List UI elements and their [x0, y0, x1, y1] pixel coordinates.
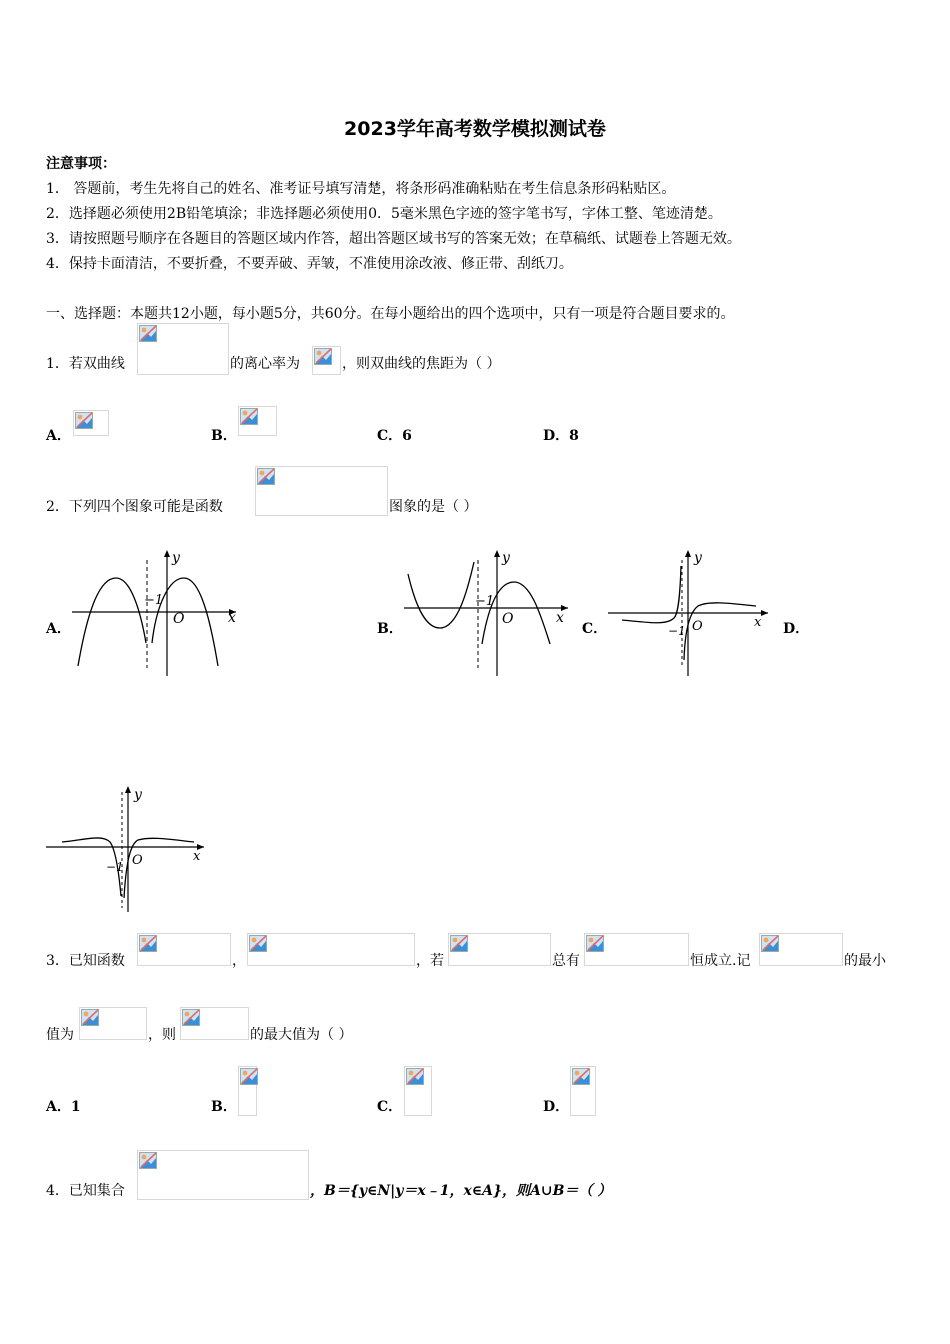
q3-text-4: 总有 — [552, 953, 580, 969]
broken-image-icon — [257, 468, 275, 485]
notice-heading: 注意事项： — [46, 156, 116, 172]
formula-image — [448, 933, 551, 966]
broken-image-icon — [139, 1152, 157, 1169]
q4-text-2: ，B＝{y∈N|y＝x﹣1，x∈A}，则A∪B＝（ ） — [310, 1183, 612, 1199]
origin-label: O — [132, 853, 143, 868]
formula-image — [137, 933, 231, 966]
notice-item-4: 4．保持卡面清洁，不要折叠，不要弄破、弄皱，不准使用涂改液、修正带、刮纸刀。 — [46, 256, 573, 272]
x-axis-label: x — [754, 615, 762, 630]
q3-option-a: A．1 — [46, 1099, 81, 1115]
y-axis-label: y — [134, 787, 142, 803]
origin-label: O — [173, 611, 185, 627]
q1-text-2: 的离心率为 — [230, 356, 300, 372]
q1-option-c: C．6 — [377, 428, 412, 444]
q2-text-1: 2．下列四个图象可能是函数 — [46, 499, 223, 515]
y-axis-label: y — [694, 550, 702, 566]
broken-image-icon — [450, 935, 468, 952]
broken-image-icon — [81, 1009, 99, 1026]
q3-text-9: 的最大值为（ ） — [250, 1027, 353, 1043]
neg-one-label: −1 — [668, 624, 686, 638]
q2-option-b: B． — [377, 621, 403, 637]
q2-text-2: 图象的是（ ） — [389, 499, 478, 515]
broken-image-icon — [240, 1068, 258, 1085]
broken-image-icon — [586, 935, 604, 952]
formula-image — [137, 1150, 309, 1200]
y-axis-label: y — [172, 550, 180, 566]
q2-option-d: D． — [783, 621, 810, 637]
notice-item-3: 3．请按照题号顺序在各题目的答题区域内作答，超出答题区域书写的答案无效；在草稿纸、试题卷上答题无效。 — [46, 231, 741, 247]
formula-image — [570, 1066, 596, 1116]
q3-text-1: 3．已知函数 — [46, 953, 125, 969]
y-axis-label: y — [502, 550, 510, 566]
broken-image-icon — [139, 325, 157, 342]
q3-text-3: ，若 — [416, 953, 444, 969]
broken-image-icon — [761, 935, 779, 952]
q1-option-b: B． — [211, 428, 237, 444]
q1-text-1: 1．若双曲线 — [46, 356, 125, 372]
broken-image-icon — [240, 408, 258, 425]
q2-option-a: A． — [46, 621, 71, 637]
q3-option-b: B． — [211, 1099, 237, 1115]
formula-image — [584, 933, 689, 966]
formula-image — [180, 1007, 249, 1040]
formula-image — [137, 323, 229, 375]
q3-option-d: D． — [543, 1099, 570, 1115]
x-axis-label: x — [193, 849, 201, 864]
formula-image — [238, 406, 277, 436]
neg-one-label: −1 — [144, 593, 164, 608]
neg-one-label: −1 — [475, 594, 495, 609]
q3-text-8: ，则 — [148, 1027, 176, 1043]
broken-image-icon — [406, 1068, 424, 1085]
broken-image-icon — [75, 412, 93, 429]
broken-image-icon — [314, 348, 332, 365]
q3-text-6: 的最小 — [844, 953, 886, 969]
notice-item-1: 1． 答题前，考生先将自己的姓名、准考证号填写清楚，将条形码准确粘贴在考生信息条形码粘贴区。 — [46, 181, 676, 197]
graph-b — [402, 548, 572, 678]
q2-option-c: C． — [582, 621, 608, 637]
formula-image — [404, 1066, 432, 1116]
origin-label: O — [692, 619, 703, 634]
page-title: 2023学年高考数学模拟测试卷 — [344, 118, 606, 140]
formula-image — [79, 1007, 147, 1040]
q1-text-3: ，则双曲线的焦距为（ ） — [342, 356, 501, 372]
graph-d — [44, 784, 212, 914]
x-axis-label: x — [228, 610, 236, 626]
q3-text-5: 恒成立.记 — [690, 953, 751, 969]
graph-a — [70, 548, 240, 678]
section-heading: 一、选择题：本题共12小题，每小题5分，共60分。在每小题给出的四个选项中，只有一项是符合题目要求的。 — [46, 306, 735, 322]
formula-image — [73, 410, 109, 436]
q3-option-c: C． — [377, 1099, 403, 1115]
q1-option-d: D．8 — [543, 428, 579, 444]
formula-image — [759, 933, 843, 966]
q3-text-2: ， — [232, 953, 246, 969]
q3-text-7: 值为 — [46, 1027, 74, 1043]
q4-text-1: 4．已知集合 — [46, 1183, 125, 1199]
x-axis-label: x — [556, 610, 564, 626]
formula-image — [255, 466, 388, 516]
notice-item-2: 2．选择题必须使用2B铅笔填涂；非选择题必须使用0．5毫米黑色字迹的签字笔书写，字体工整、笔迹清楚。 — [46, 206, 722, 222]
neg-one-label: −1 — [106, 860, 124, 874]
broken-image-icon — [139, 935, 157, 952]
formula-image — [247, 933, 415, 966]
origin-label: O — [502, 611, 514, 627]
broken-image-icon — [249, 935, 267, 952]
formula-image — [312, 346, 341, 375]
formula-image — [238, 1066, 257, 1116]
broken-image-icon — [182, 1009, 200, 1026]
graph-c — [606, 548, 774, 678]
broken-image-icon — [572, 1068, 590, 1085]
q1-option-a: A． — [46, 428, 71, 444]
